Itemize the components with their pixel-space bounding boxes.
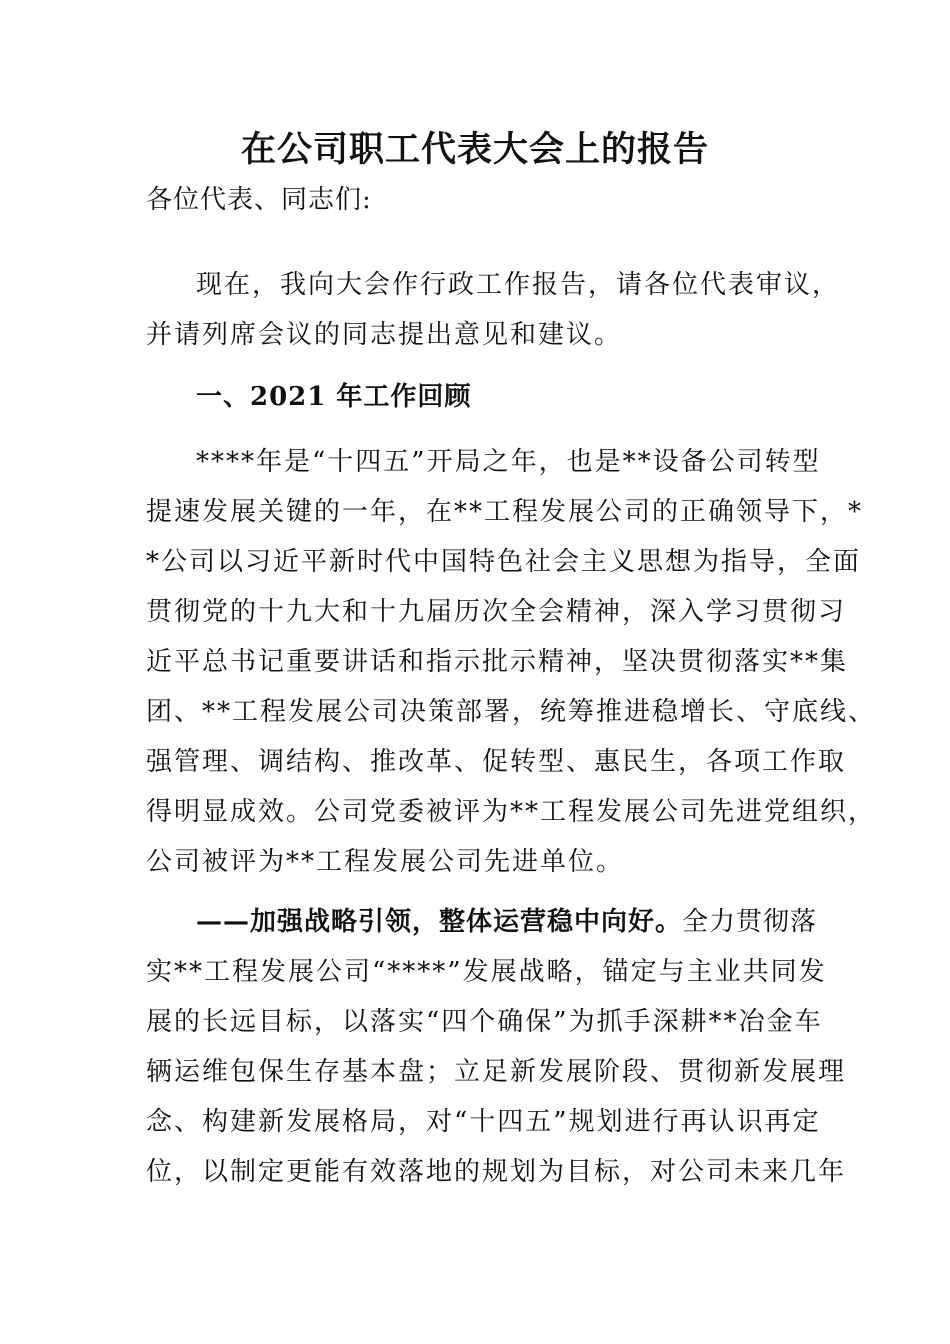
paragraph-line: ****年是“十四五”开局之年，也是**设备公司转型 bbox=[196, 447, 821, 477]
paragraph-line: 得明显成效。公司党委被评为**工程发展公司先进党组织， bbox=[146, 797, 877, 827]
paragraph-line: 团、**工程发展公司决策部署，统筹推进稳增长、守底线、 bbox=[146, 697, 877, 727]
intro-line: 现在，我向大会作行政工作报告，请各位代表审议， bbox=[196, 270, 841, 300]
subsection-lead-line bbox=[196, 897, 817, 947]
paragraph-line: 辆运维包保生存基本盘；立足新发展阶段、贯彻新发展理 bbox=[146, 1057, 847, 1087]
paragraph-line: 展的长远目标，以落实“四个确保”为抓手深耕**冶金车 bbox=[146, 1007, 823, 1037]
paragraph-line: 强管理、调结构、推改革、促转型、惠民生，各项工作取 bbox=[146, 747, 847, 777]
paragraph-line: *公司以习近平新时代中国特色社会主义思想为指导，全面 bbox=[146, 547, 862, 577]
document-title: 在公司职工代表大会上的报告 bbox=[240, 129, 709, 170]
subsection-lead-rest: 全力贯彻落 bbox=[682, 907, 818, 937]
section-heading: 一、2021 年工作回顾 bbox=[196, 382, 472, 412]
paragraph-line: 贯彻党的十九大和十九届历次全会精神，深入学习贯彻习 bbox=[146, 597, 847, 627]
subsection-lead-bold: ——加强战略引领，整体运营稳中向好。 bbox=[196, 907, 683, 937]
paragraph-line: 近平总书记重要讲话和指示批示精神，坚决贯彻落实**集 bbox=[146, 647, 849, 677]
intro-line: 并请列席会议的同志提出意见和建议。 bbox=[146, 320, 623, 350]
paragraph-line: 实**工程发展公司“****”发展战略，锚定与主业共同发 bbox=[146, 957, 827, 987]
paragraph-line: 念、构建新发展格局，对“十四五”规划进行再认识再定 bbox=[146, 1107, 821, 1137]
paragraph-line: 位，以制定更能有效落地的规划为目标，对公司未来几年 bbox=[146, 1157, 847, 1187]
paragraph-line: 提速发展关键的一年，在**工程发展公司的正确领导下，* bbox=[146, 497, 864, 527]
salutation: 各位代表、同志们: bbox=[146, 185, 372, 215]
paragraph-line: 公司被评为**工程发展公司先进单位。 bbox=[146, 847, 625, 877]
